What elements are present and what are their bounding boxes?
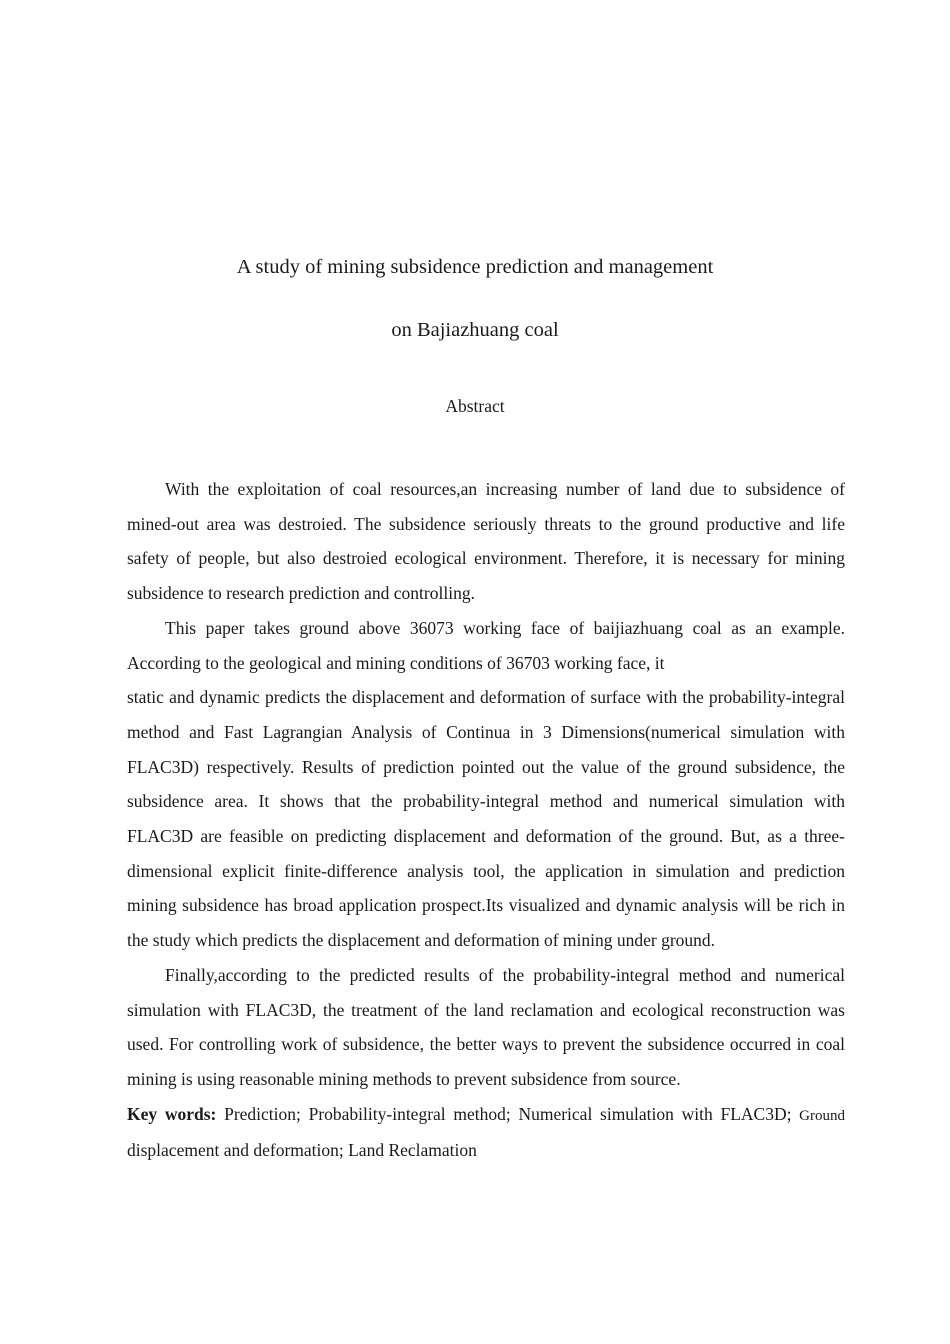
abstract-paragraph-2-continuation: static and dynamic predicts the displacement and deformation of surface with the probability-integral method and Fast Lagrangian Analysis of Continua in 3 Dimensions(numerical simulation with FLAC3D) respectively. Results of prediction pointed out the value of the ground subsidence, the subsidence area. It shows that the probability-integral method and numerical simulation with FLAC3D are feasible on predicting displacement and deformation of the ground. But, as a three-dimensional explicit finite-difference analysis tool, the application in simulation and prediction mining subsidence has broad application prospect.Its visualized and dynamic analysis will be rich in the study which predicts the displacement and deformation of mining under ground. [127,687,845,951]
keywords-label: Key words: [127,1103,217,1124]
abstract-paragraph-3: Finally,according to the predicted results of the probability-integral method and numerical simulation with FLAC3D, the treatment of the land reclamation and ecological reconstruction was used. For controlling work of subsidence, the better ways to prevent the subsidence occurred in coal mining is using reasonable mining methods to prevent subsidence from source. [127,964,845,1089]
title-line-2: on Bajiazhuang coal [391,319,559,341]
abstract-body [127,472,845,1168]
abstract-paragraph-2-first-lines: This paper takes ground above 36073 working face of baijiazhuang coal as an example. According to the geological and mining conditions of 36703 working face, it [127,617,845,673]
title-line-1: A study of mining subsidence prediction and management [236,256,714,278]
keywords-text-part-1: Prediction; Probability-integral method; Numerical simulation with FLAC3D; [216,1103,800,1124]
keywords-small-word: Ground [799,1107,845,1124]
keywords-text-part-2: displacement and deformation; Land Reclamation [127,1140,477,1161]
abstract-paragraph-1: With the exploitation of coal resources,an increasing number of land due to subsidence of mined-out area was destroied. The subsidence seriously threats to the ground productive and life safety of people, but also destroied ecological environment. Therefore, it is necessary for mining subsidence to research prediction and controlling. [127,479,845,604]
keywords-paragraph [127,1097,845,1168]
abstract-heading: Abstract [445,396,505,416]
